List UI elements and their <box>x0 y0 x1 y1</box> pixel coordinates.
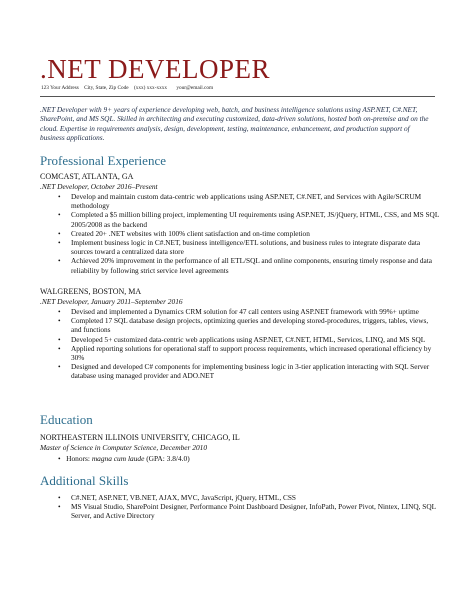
job-2-bullets <box>58 307 440 381</box>
list-item: • Applied reporting solutions for operational staff to support process requirements, which increased operational efficiency by 30% <box>58 343 432 363</box>
list-item: • Achieved 20% improvement in the performance of all ETL/SQL and online components, ensuring timely response and data reliability by following strict service level agreements <box>58 256 433 275</box>
job-1-bullets <box>58 192 440 275</box>
bullet-icon: • <box>58 307 61 316</box>
school-name: NORTHEASTERN ILLINOIS UNIVERSITY, CHICAGO, IL <box>40 433 240 442</box>
bullet-icon: • <box>58 316 61 326</box>
list-item: • Created 20+ .NET websites with 100% client satisfaction and on-time completion <box>58 228 310 238</box>
contact-phone: (xxx) xxx-xxxx <box>133 85 168 91</box>
contact-email[interactable]: your@email.com <box>176 85 214 91</box>
list-item: • MS Visual Studio, SharePoint Designer, Performance Point Dashboard Designer, InfoPath, Power Pivot, Nintex, LINQ, SQL Server, and Active Directory <box>58 502 436 521</box>
skills-heading: Additional Skills <box>40 473 129 488</box>
list-item: • Implement business logic in C#.NET, business intelligence/ETL solutions, and business rules to integrate disparate data sources toward a centralized data store <box>58 238 421 257</box>
contact-city: City, State, Zip Code <box>84 85 129 91</box>
degree-line: Master of Science in Computer Science, December 2010 <box>40 443 208 452</box>
list-item: • Devised and implemented a Dynamics CRM solution for 47 call centers using ASP.NET framework with 99%+ uptime <box>58 307 419 316</box>
contact-line <box>41 85 213 92</box>
list-item: • Completed 17 SQL database design projects, optimizing queries and developing stored-procedures, triggers, tables, views, and functions <box>58 316 429 335</box>
skills-bullets <box>58 493 440 521</box>
role-2: .NET Developer, January 2011–September 2016 <box>40 297 183 306</box>
list-item: • Designed and developed C# components for implementing business logic in 3-tier application interacting with SQL Server database using managed provider and ADO.NET <box>58 362 430 381</box>
list-item: • Completed a $5 million billing project, implementing UI requirements using ASP.NET, JS/jQuery, HTML, CSS, and MS SQL 2005/2008 as the backend <box>58 210 439 229</box>
role-1: .NET Developer, October 2016–Present <box>40 182 158 191</box>
experience-heading: Professional Experience <box>40 153 166 168</box>
list-item: • C#.NET, ASP.NET, VB.NET, AJAX, MVC, JavaScript, jQuery, HTML, CSS <box>58 493 296 502</box>
contact-address: 123 Your Address <box>41 85 79 91</box>
employer-1: COMCAST, ATLANTA, GA <box>40 172 134 181</box>
bullet-icon: • <box>58 210 61 220</box>
bullet-icon: • <box>58 502 61 512</box>
summary-paragraph: .NET Developer with 9+ years of experience developing web, batch, and business intelligence solutions using ASP.NET, C#.NET, SharePoint, and MS SQL. Skilled in architecting and executing customized, data-driven solutions, hosted both on-premise and on the cloud. Expertise in requirements analysis, design, development, testing, maintenance, enhancement, and production support of business applications. <box>40 105 429 142</box>
education-heading: Education <box>40 412 93 427</box>
page-title: .NET DEVELOPER <box>40 54 270 84</box>
honors-line: • Honors: magna cum laude (GPA: 3.8/4.0) <box>58 454 190 463</box>
bullet-icon: • <box>58 334 61 344</box>
bullet-icon: • <box>58 228 61 238</box>
bullet-icon: • <box>58 343 61 353</box>
header-divider <box>40 96 435 97</box>
bullet-icon: • <box>58 362 61 372</box>
bullet-icon: • <box>58 454 61 463</box>
bullet-icon: • <box>58 493 61 502</box>
list-item: • Develop and maintain custom data-centric web applications using ASP.NET, C#.NET, and Services with Agile/SCRUM methodology <box>58 192 422 211</box>
bullet-icon: • <box>58 192 61 201</box>
list-item: • Developed 5+ customized data-centric web applications using ASP.NET, C#.NET, HTML, Services, LINQ, and MS SQL <box>58 334 426 344</box>
employer-2: WALGREENS, BOSTON, MA <box>40 287 142 296</box>
bullet-icon: • <box>58 256 61 266</box>
bullet-icon: • <box>58 238 61 248</box>
